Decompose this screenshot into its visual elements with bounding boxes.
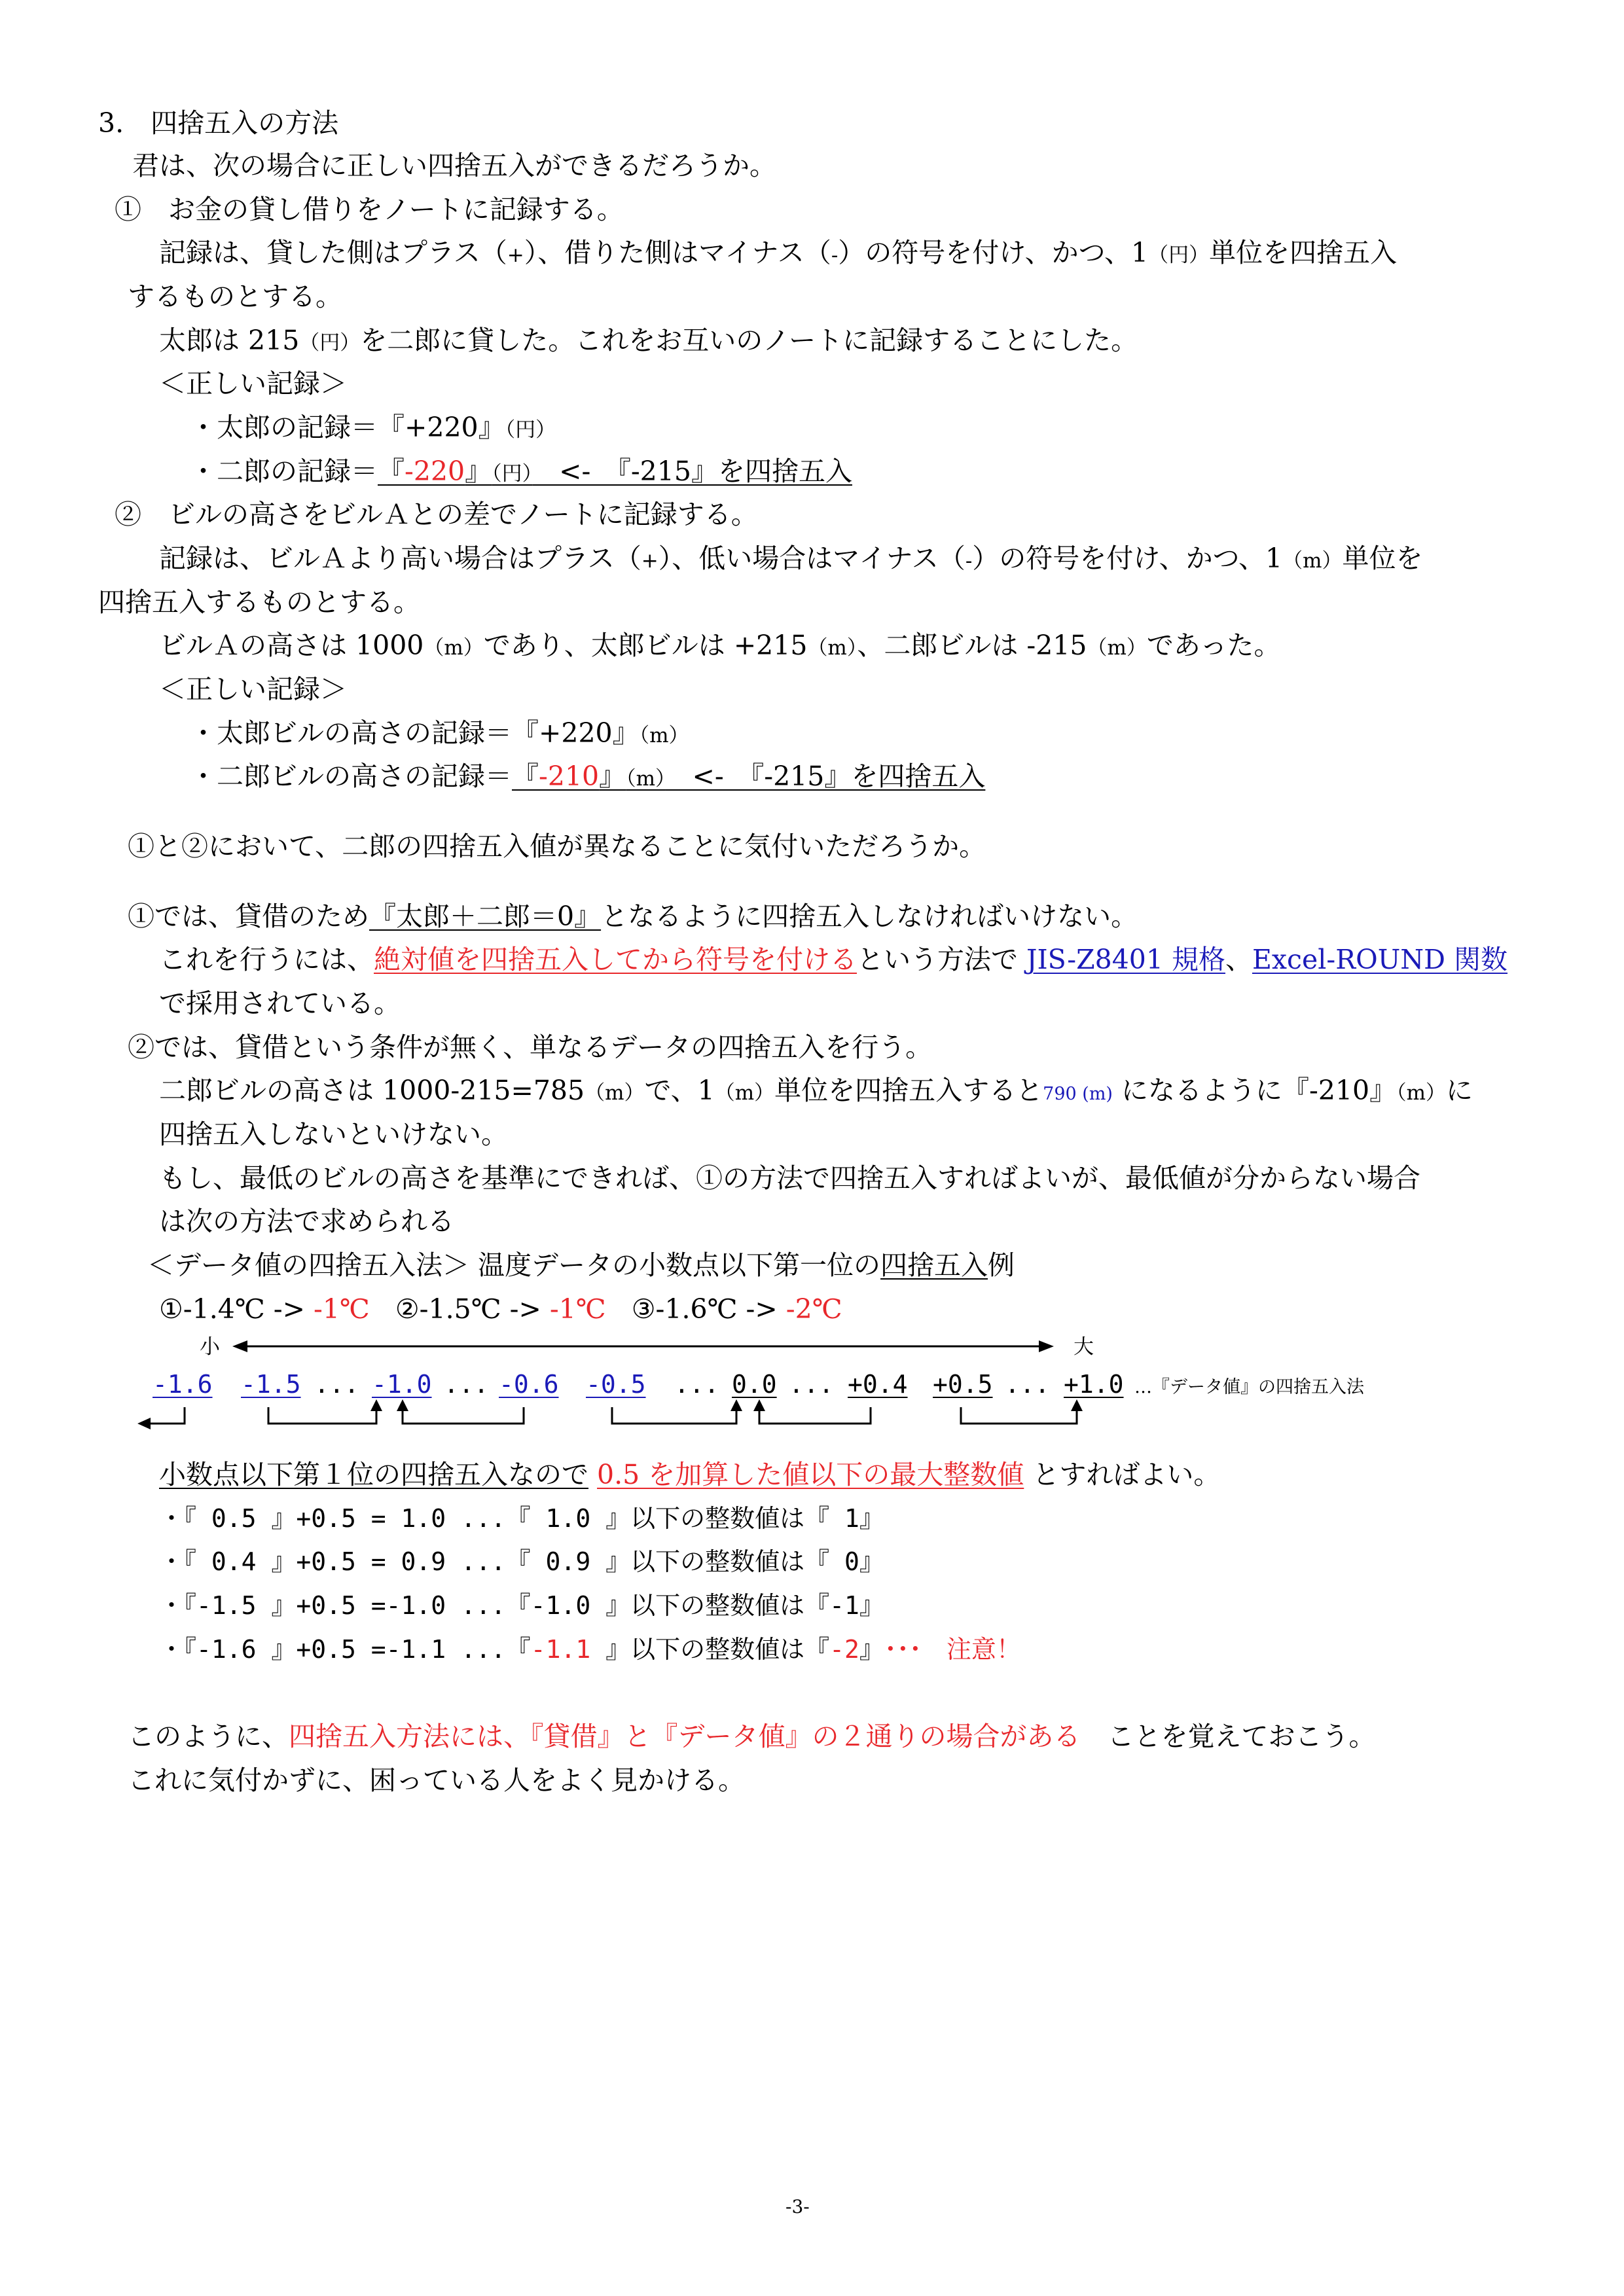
expl2-line3: 四捨五入しないといけない。 [159, 1119, 508, 1150]
data-method-heading: ＜データ値の四捨五入法＞ 温度データの小数点以下第一位の四捨五入例 [147, 1249, 1015, 1281]
conclusion-line1: このように、四捨五入方法には、『貸借』と『データ値』の２通りの場合がある ことを覚えておこう。 [128, 1721, 1376, 1752]
num-ellipsis: ... [444, 1370, 489, 1399]
num-pos-0-5: +0.5 [933, 1370, 993, 1399]
section-title: 3. 四捨五入の方法 [98, 107, 339, 139]
num-neg-1-5: -1.5 [241, 1370, 301, 1399]
expl2-line1: ②では、貸借という条件が無く、単なるデータの四捨五入を行う。 [128, 1031, 933, 1063]
case2-correct-heading: ＜正しい記録＞ [159, 673, 347, 705]
small-label: 小 [200, 1335, 220, 1359]
case2-story: ビルＡの高さは 1000（m）であり、太郎ビルは +215（m）、二郎ビルは -215（m）であった。 [159, 630, 1281, 661]
case1-story: 太郎は 215（円）を二郎に貸した。これをお互いのノートに記録することにした。 [159, 325, 1138, 356]
method-label: …『データ値』の四捨五入法 [1134, 1377, 1364, 1397]
rounding-examples: ①-1.4℃ -> -1℃ ②-1.5℃ -> -1℃ ③-1.6℃ -> -2℃ [159, 1293, 842, 1325]
num-ellipsis: ... [314, 1370, 359, 1399]
case1-correct-heading: ＜正しい記録＞ [159, 368, 347, 399]
notice-text: ①と②において、二郎の四捨五入値が異なることに気付いただろうか。 [128, 831, 986, 862]
excel-round-link[interactable]: Excel-ROUND 関数 [1252, 944, 1508, 975]
large-label: 大 [1074, 1335, 1094, 1359]
expl1-line3: で採用されている。 [159, 988, 401, 1019]
num-pos-1-0: +1.0 [1064, 1370, 1124, 1399]
case1-jiro-record: ・二郎の記録＝『-220』（円） <- 『-215』を四捨五入 [190, 456, 852, 487]
rule-example-2: ・『 0.4 』+0.5 = 0.9 ...『 0.9 』以下の整数値は『 0』 [159, 1547, 884, 1576]
conclusion-line2: これに気付かずに、困っている人をよく見かける。 [128, 1765, 745, 1796]
case2-jiro-record: ・二郎ビルの高さの記録＝『-210』（m） <- 『-215』を四捨五入 [190, 761, 986, 792]
num-pos-0-4: +0.4 [848, 1370, 908, 1399]
case1-title: ① お金の貸し借りをノートに記録する。 [115, 194, 624, 225]
num-neg-0-6: -0.6 [499, 1370, 559, 1399]
expl2-line2: 二郎ビルの高さは 1000-215=785（m）で、1（m）単位を四捨五入すると790 (m) になるように『-210』（m）に [159, 1075, 1473, 1106]
num-ellipsis: ... [789, 1370, 834, 1399]
intro-text: 君は、次の場合に正しい四捨五入ができるだろうか。 [132, 150, 776, 181]
rule-line: 小数点以下第１位の四捨五入なので 0.5 を加算した値以下の最大整数値 とすればよい。 [159, 1459, 1221, 1490]
case2-description: 記録は、ビルＡより高い場合はプラス（+）、低い場合はマイナス（-）の符号を付け、かつ、1（m）単位を [159, 543, 1423, 574]
expl2-line5: は次の方法で求められる [159, 1206, 454, 1237]
expl1-line1: ①では、貸借のため『太郎＋二郎＝0』となるように四捨五入しなければいけない。 [128, 901, 1138, 932]
case2-taro-record: ・太郎ビルの高さの記録＝『+220』（m） [190, 717, 689, 749]
jis-link[interactable]: JIS-Z8401 規格 [1026, 944, 1225, 975]
rule-example-1: ・『 0.5 』+0.5 = 1.0 ...『 1.0 』以下の整数値は『 1』 [159, 1504, 884, 1533]
expl1-line2: これを行うには、絶対値を四捨五入してから符号を付けるという方法で JIS-Z8401 規格、Excel-ROUND 関数 [159, 944, 1508, 975]
scale-arrow [232, 1340, 1054, 1352]
num-neg-1-6: -1.6 [153, 1370, 213, 1399]
num-neg-1-0: -1.0 [372, 1370, 432, 1399]
case2-title: ② ビルの高さをビルＡとの差でノートに記録する。 [115, 499, 758, 530]
expl2-line4: もし、最低のビルの高さを基準にできれば、①の方法で四捨五入すればよいが、最低値が分からない場合 [159, 1162, 1420, 1194]
case1-description: 記録は、貸した側はプラス（+）、借りた側はマイナス（-）の符号を付け、かつ、1（円）単位を四捨五入 [159, 237, 1398, 268]
rule-example-3: ・『-1.5 』+0.5 =-1.0 ...『-1.0 』以下の整数値は『-1』 [159, 1591, 884, 1620]
case1-taro-record: ・太郎の記録＝『+220』（円） [190, 412, 556, 443]
num-neg-0-5: -0.5 [586, 1370, 646, 1399]
case2-description-cont: 四捨五入するものとする。 [98, 586, 420, 618]
rounding-brackets [145, 1404, 1077, 1424]
num-ellipsis: ... [1005, 1370, 1050, 1399]
num-0-0: 0.0 [732, 1370, 777, 1399]
num-ellipsis: ... [674, 1370, 719, 1399]
rule-example-4: ・『-1.6 』+0.5 =-1.1 ...『-1.1 』以下の整数値は『-2』･･･ 注意！ [159, 1635, 1021, 1664]
bracket-arrowheads [137, 1399, 1083, 1429]
page-number: -3- [785, 2196, 810, 2217]
case1-description-cont: するものとする。 [128, 281, 342, 312]
